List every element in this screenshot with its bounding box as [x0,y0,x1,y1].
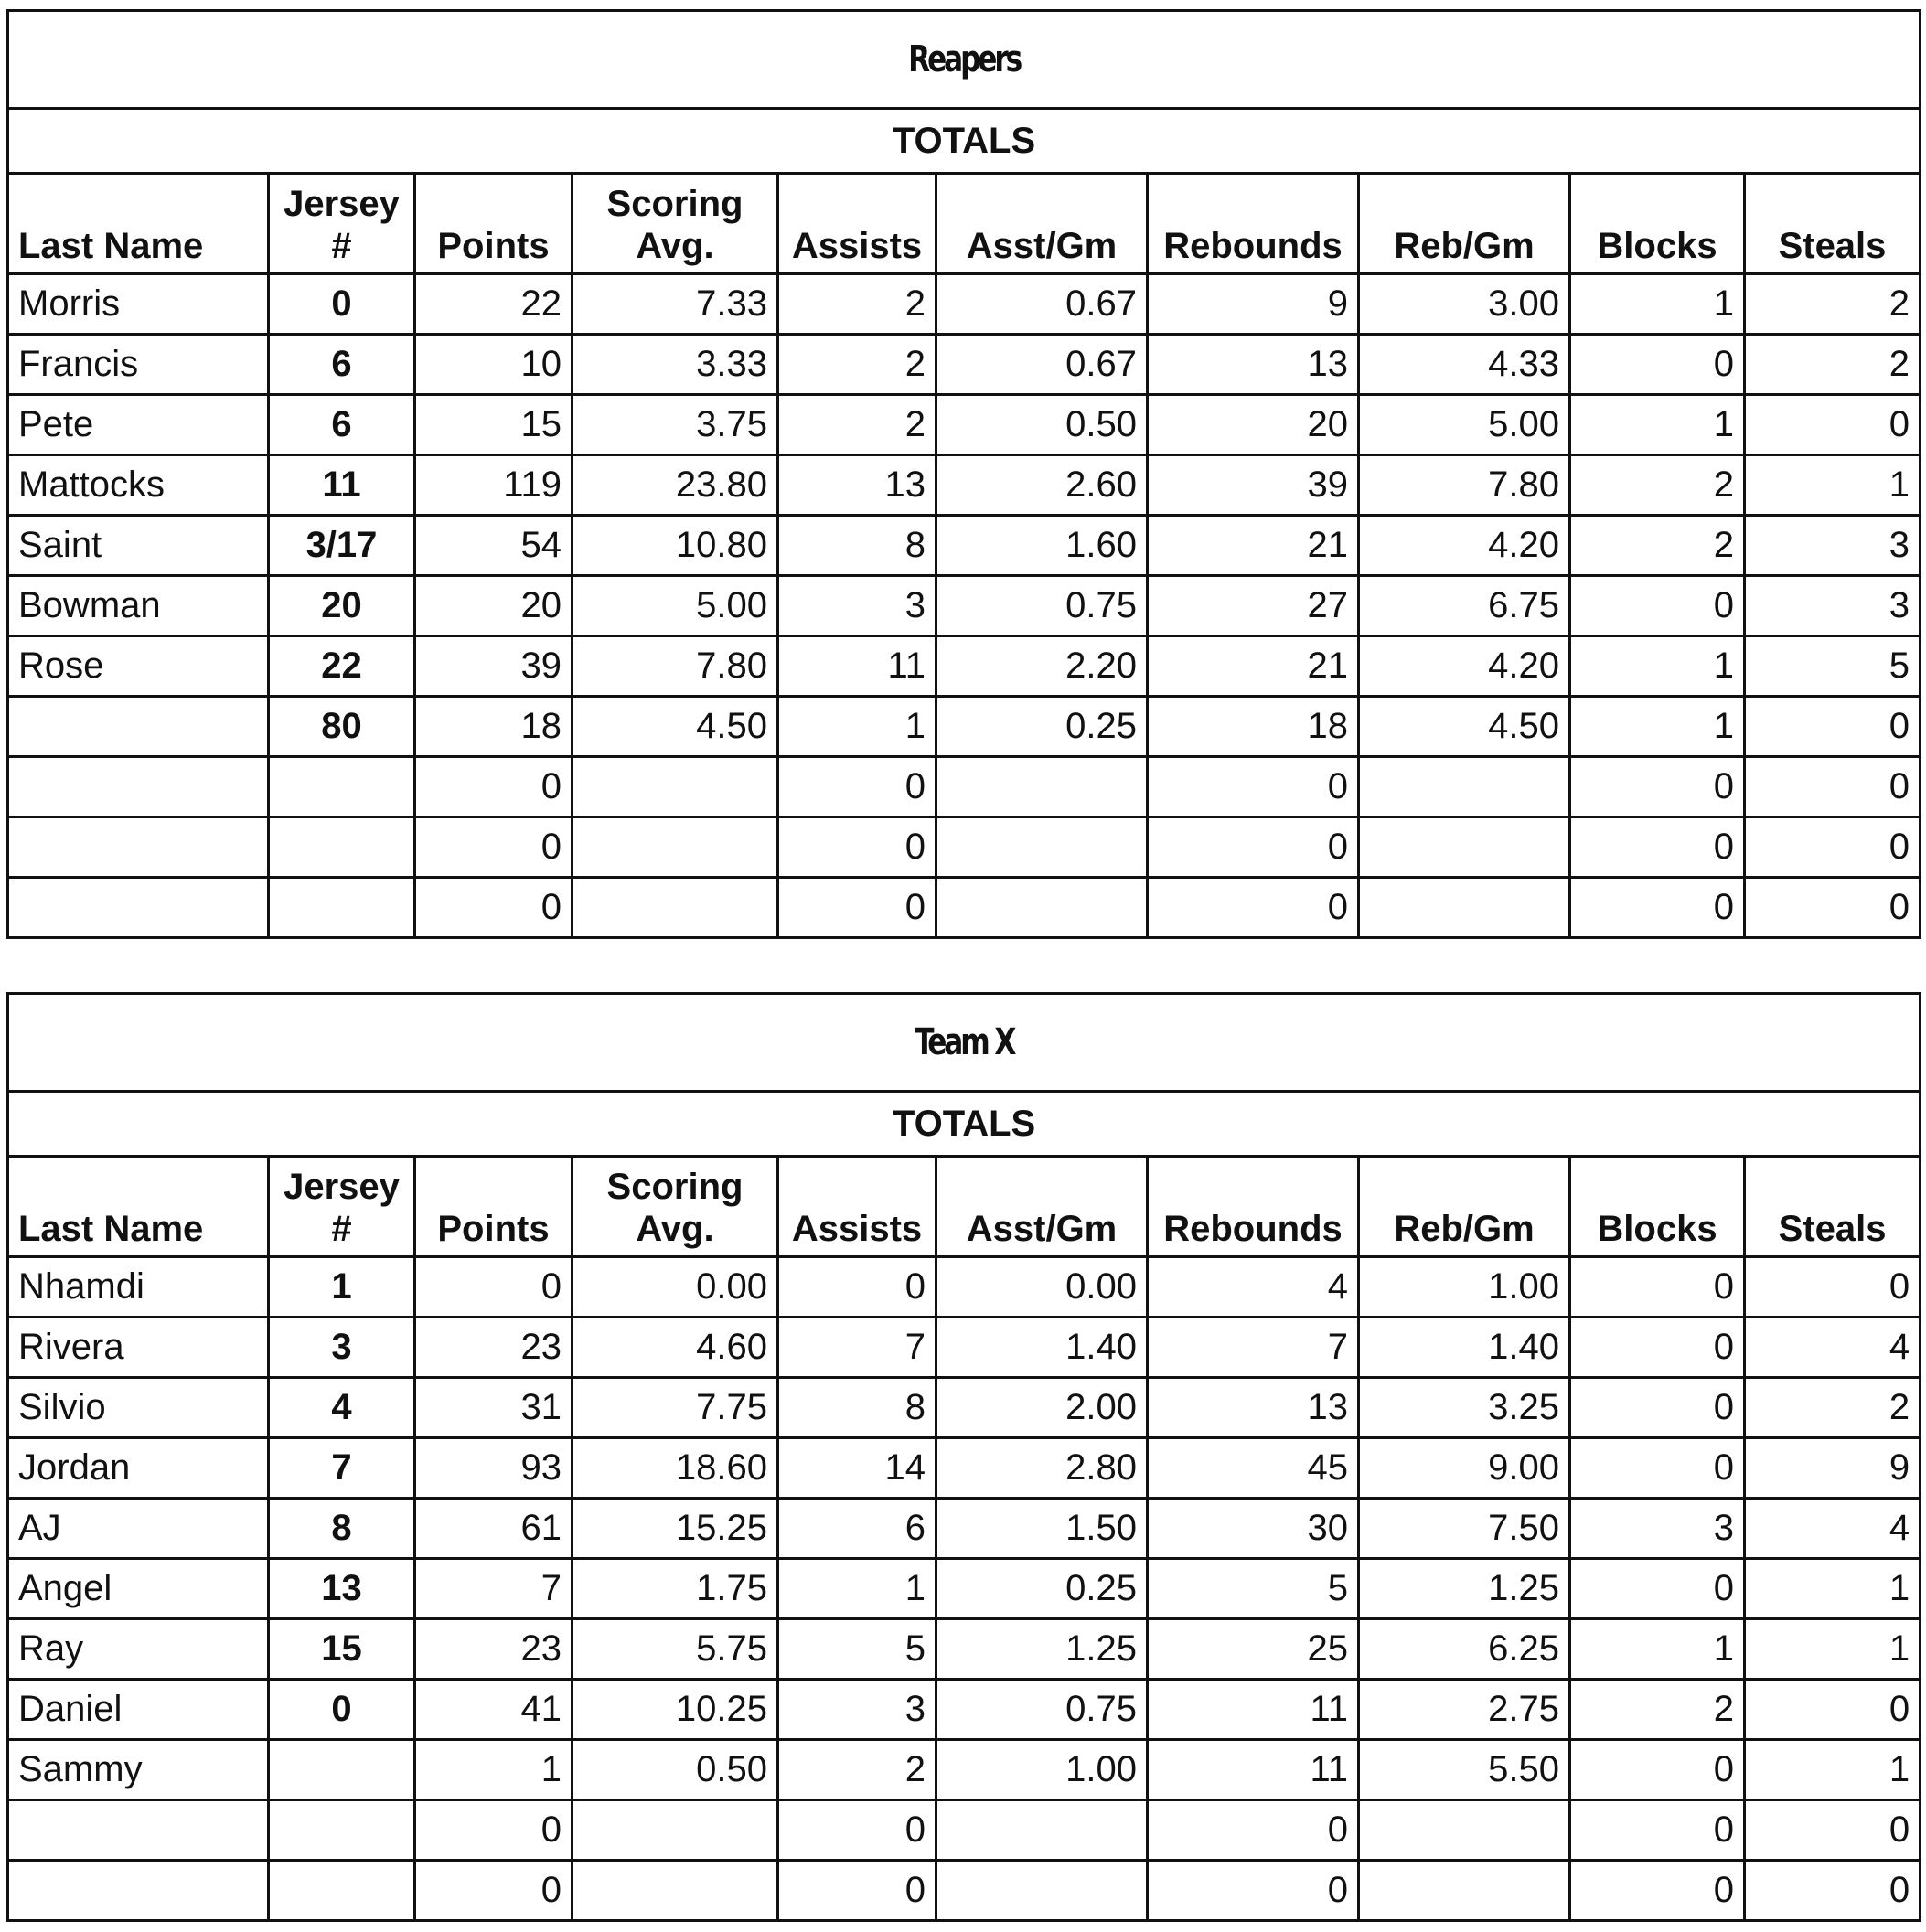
cell-steals: 4 [1745,1318,1921,1378]
cell-reb-gm: 5.50 [1359,1740,1570,1800]
cell-jersey: 3/17 [269,516,415,576]
cell-points: 7 [415,1559,572,1619]
table-row [8,516,1921,576]
cell-blocks: 0 [1570,1740,1745,1800]
totals-label: TOTALS [8,1092,1921,1157]
cell-jersey: 3 [269,1318,415,1378]
cell-steals: 1 [1745,455,1921,516]
cell-steals: 2 [1745,1378,1921,1438]
cell-jersey: 8 [269,1499,415,1559]
cell-points: 41 [415,1680,572,1740]
cell-scoring-avg: 0.00 [572,1257,778,1318]
cell-jersey: 1 [269,1257,415,1318]
cell-reb-gm: 4.20 [1359,516,1570,576]
cell-jersey: 6 [269,335,415,395]
cell-steals: 2 [1745,335,1921,395]
cell-jersey: 7 [269,1438,415,1499]
cell-blocks: 2 [1570,516,1745,576]
cell-scoring-avg: 4.60 [572,1318,778,1378]
cell-steals: 5 [1745,636,1921,697]
cell-scoring-avg [572,1800,778,1861]
cell-steals: 3 [1745,516,1921,576]
column-header-row [8,174,1921,274]
cell-reb-gm [1359,817,1570,878]
cell-last-name: Jordan [8,1438,269,1499]
cell-reb-gm: 7.80 [1359,455,1570,516]
cell-last-name [8,697,269,757]
table-row [8,1438,1921,1499]
cell-asst-gm: 0.67 [936,274,1148,335]
cell-jersey [269,757,415,817]
table-row [8,1378,1921,1438]
cell-steals: 0 [1745,878,1921,938]
cell-steals: 1 [1745,1740,1921,1800]
column-header-line: # [331,226,352,266]
cell-asst-gm: 2.80 [936,1438,1148,1499]
cell-reb-gm [1359,878,1570,938]
cell-blocks: 1 [1570,636,1745,697]
cell-blocks: 0 [1570,576,1745,636]
cell-jersey: 20 [269,576,415,636]
column-header-assists: Assists [778,1157,936,1257]
cell-reb-gm: 2.75 [1359,1680,1570,1740]
cell-rebounds: 7 [1148,1318,1359,1378]
table-row [8,335,1921,395]
cell-blocks: 0 [1570,1559,1745,1619]
cell-reb-gm: 1.25 [1359,1559,1570,1619]
cell-reb-gm [1359,1800,1570,1861]
cell-rebounds: 21 [1148,636,1359,697]
cell-blocks: 0 [1570,1378,1745,1438]
table-row [8,878,1921,938]
cell-asst-gm: 1.60 [936,516,1148,576]
cell-blocks: 1 [1570,1619,1745,1680]
cell-blocks: 0 [1570,1438,1745,1499]
cell-points: 0 [415,1861,572,1921]
table-row [8,1257,1921,1318]
cell-rebounds: 45 [1148,1438,1359,1499]
cell-points: 31 [415,1378,572,1438]
column-header-points: Points [415,174,572,274]
table-row [8,697,1921,757]
cell-scoring-avg: 0.50 [572,1740,778,1800]
cell-last-name [8,1800,269,1861]
team-title [8,994,1921,1092]
column-header-rebounds: Rebounds [1148,1157,1359,1257]
cell-blocks: 1 [1570,274,1745,335]
cell-points: 20 [415,576,572,636]
cell-scoring-avg [572,817,778,878]
cell-scoring-avg: 10.25 [572,1680,778,1740]
cell-assists: 3 [778,576,936,636]
cell-scoring-avg: 5.00 [572,576,778,636]
cell-jersey [269,817,415,878]
cell-scoring-avg: 15.25 [572,1499,778,1559]
column-header-line: Avg. [636,1209,714,1249]
table-row [8,274,1921,335]
cell-steals: 1 [1745,1559,1921,1619]
cell-scoring-avg: 10.80 [572,516,778,576]
cell-rebounds: 0 [1148,1861,1359,1921]
cell-points: 23 [415,1619,572,1680]
cell-reb-gm: 1.40 [1359,1318,1570,1378]
column-header-reb-gm: Reb/Gm [1359,174,1570,274]
table-row [8,1740,1921,1800]
cell-points: 18 [415,697,572,757]
cell-assists: 1 [778,697,936,757]
cell-steals: 0 [1745,1861,1921,1921]
cell-rebounds: 18 [1148,697,1359,757]
cell-last-name: Mattocks [8,455,269,516]
cell-scoring-avg: 5.75 [572,1619,778,1680]
column-header-scoring-avg [572,174,778,274]
cell-last-name: Silvio [8,1378,269,1438]
cell-scoring-avg: 3.75 [572,395,778,455]
cell-rebounds: 27 [1148,576,1359,636]
cell-assists: 14 [778,1438,936,1499]
team-title-row [8,11,1921,109]
cell-blocks: 0 [1570,335,1745,395]
cell-points: 54 [415,516,572,576]
cell-rebounds: 11 [1148,1740,1359,1800]
cell-asst-gm: 2.60 [936,455,1148,516]
table-row [8,1499,1921,1559]
cell-rebounds: 0 [1148,757,1359,817]
cell-last-name [8,878,269,938]
cell-last-name: Saint [8,516,269,576]
cell-assists: 11 [778,636,936,697]
cell-last-name: Bowman [8,576,269,636]
column-header-jersey [269,174,415,274]
cell-assists: 8 [778,516,936,576]
cell-last-name: Rivera [8,1318,269,1378]
cell-rebounds: 21 [1148,516,1359,576]
cell-asst-gm: 0.75 [936,1680,1148,1740]
cell-assists: 13 [778,455,936,516]
cell-asst-gm [936,878,1148,938]
table-row [8,1318,1921,1378]
cell-reb-gm: 6.75 [1359,576,1570,636]
cell-last-name: Sammy [8,1740,269,1800]
cell-asst-gm: 0.25 [936,1559,1148,1619]
cell-blocks: 2 [1570,1680,1745,1740]
cell-reb-gm: 3.00 [1359,274,1570,335]
cell-rebounds: 0 [1148,1800,1359,1861]
cell-asst-gm [936,757,1148,817]
cell-jersey [269,1861,415,1921]
column-header-reb-gm: Reb/Gm [1359,1157,1570,1257]
cell-points: 10 [415,335,572,395]
cell-last-name [8,817,269,878]
cell-points: 22 [415,274,572,335]
table-row [8,395,1921,455]
cell-asst-gm: 1.25 [936,1619,1148,1680]
cell-scoring-avg [572,1861,778,1921]
cell-blocks: 0 [1570,1257,1745,1318]
cell-rebounds: 30 [1148,1499,1359,1559]
cell-points: 1 [415,1740,572,1800]
cell-asst-gm: 1.40 [936,1318,1148,1378]
cell-rebounds: 0 [1148,817,1359,878]
cell-rebounds: 13 [1148,1378,1359,1438]
table-row [8,576,1921,636]
cell-scoring-avg: 7.80 [572,636,778,697]
cell-blocks: 1 [1570,395,1745,455]
cell-assists: 5 [778,1619,936,1680]
cell-blocks: 1 [1570,697,1745,757]
cell-asst-gm [936,817,1148,878]
cell-reb-gm: 5.00 [1359,395,1570,455]
cell-scoring-avg: 7.33 [572,274,778,335]
table-row [8,1800,1921,1861]
table-row [8,455,1921,516]
totals-label: TOTALS [8,109,1921,174]
column-header-line: Scoring [606,1167,744,1207]
cell-rebounds: 9 [1148,274,1359,335]
cell-assists: 2 [778,274,936,335]
cell-assists: 0 [778,878,936,938]
cell-points: 93 [415,1438,572,1499]
cell-rebounds: 0 [1148,878,1359,938]
cell-rebounds: 25 [1148,1619,1359,1680]
column-header-steals: Steals [1745,1157,1921,1257]
cell-points: 0 [415,1800,572,1861]
cell-assists: 2 [778,395,936,455]
table-row [8,1861,1921,1921]
cell-points: 0 [415,878,572,938]
cell-last-name [8,757,269,817]
cell-rebounds: 5 [1148,1559,1359,1619]
cell-jersey [269,1800,415,1861]
cell-assists: 1 [778,1559,936,1619]
column-header-blocks: Blocks [1570,1157,1745,1257]
table-row [8,1559,1921,1619]
table-row [8,757,1921,817]
cell-scoring-avg [572,757,778,817]
column-header-scoring-avg [572,1157,778,1257]
cell-asst-gm: 0.67 [936,335,1148,395]
cell-steals: 0 [1745,697,1921,757]
cell-jersey: 4 [269,1378,415,1438]
cell-asst-gm: 0.00 [936,1257,1148,1318]
cell-jersey [269,1740,415,1800]
column-header-asst-gm: Asst/Gm [936,1157,1148,1257]
team-name: Reapers [908,38,1020,80]
cell-points: 0 [415,757,572,817]
cell-rebounds: 11 [1148,1680,1359,1740]
cell-blocks: 2 [1570,455,1745,516]
cell-jersey: 11 [269,455,415,516]
cell-steals: 9 [1745,1438,1921,1499]
cell-blocks: 0 [1570,1861,1745,1921]
cell-last-name: Pete [8,395,269,455]
column-header-row [8,1157,1921,1257]
cell-points: 0 [415,817,572,878]
cell-steals: 1 [1745,1619,1921,1680]
column-header-line: Avg. [636,226,714,266]
cell-points: 119 [415,455,572,516]
table-row [8,1680,1921,1740]
cell-assists: 0 [778,1861,936,1921]
cell-points: 61 [415,1499,572,1559]
cell-jersey: 6 [269,395,415,455]
cell-last-name: Morris [8,274,269,335]
cell-last-name: Angel [8,1559,269,1619]
totals-row [8,1092,1921,1157]
cell-points: 15 [415,395,572,455]
cell-asst-gm: 0.75 [936,576,1148,636]
cell-last-name: Ray [8,1619,269,1680]
cell-reb-gm: 3.25 [1359,1378,1570,1438]
cell-assists: 0 [778,757,936,817]
cell-scoring-avg: 1.75 [572,1559,778,1619]
cell-scoring-avg: 23.80 [572,455,778,516]
cell-last-name: Rose [8,636,269,697]
column-header-points: Points [415,1157,572,1257]
totals-row [8,109,1921,174]
team-name: Team X [915,1021,1014,1063]
column-header-steals: Steals [1745,174,1921,274]
column-header-line: # [331,1209,352,1249]
cell-rebounds: 4 [1148,1257,1359,1318]
column-header-last-name: Last Name [8,1157,269,1257]
cell-steals: 0 [1745,1257,1921,1318]
cell-reb-gm: 7.50 [1359,1499,1570,1559]
cell-asst-gm: 1.00 [936,1740,1148,1800]
cell-blocks: 0 [1570,757,1745,817]
cell-scoring-avg: 4.50 [572,697,778,757]
cell-scoring-avg: 18.60 [572,1438,778,1499]
cell-rebounds: 39 [1148,455,1359,516]
cell-last-name: Nhamdi [8,1257,269,1318]
cell-reb-gm: 4.20 [1359,636,1570,697]
table-row [8,817,1921,878]
cell-steals: 0 [1745,1680,1921,1740]
cell-jersey: 80 [269,697,415,757]
cell-asst-gm: 0.25 [936,697,1148,757]
cell-steals: 0 [1745,757,1921,817]
cell-assists: 0 [778,817,936,878]
cell-steals: 0 [1745,395,1921,455]
table-row [8,1619,1921,1680]
cell-jersey [269,878,415,938]
cell-steals: 0 [1745,817,1921,878]
cell-rebounds: 20 [1148,395,1359,455]
cell-assists: 8 [778,1378,936,1438]
cell-reb-gm [1359,1861,1570,1921]
column-header-last-name: Last Name [8,174,269,274]
column-header-jersey [269,1157,415,1257]
column-header-asst-gm: Asst/Gm [936,174,1148,274]
cell-points: 23 [415,1318,572,1378]
team-stats-table-team-x [6,992,1921,1922]
cell-assists: 3 [778,1680,936,1740]
cell-last-name: AJ [8,1499,269,1559]
cell-reb-gm: 6.25 [1359,1619,1570,1680]
column-header-blocks: Blocks [1570,174,1745,274]
cell-jersey: 13 [269,1559,415,1619]
cell-assists: 7 [778,1318,936,1378]
cell-jersey: 22 [269,636,415,697]
cell-asst-gm: 1.50 [936,1499,1148,1559]
cell-reb-gm: 9.00 [1359,1438,1570,1499]
cell-jersey: 0 [269,1680,415,1740]
cell-reb-gm: 1.00 [1359,1257,1570,1318]
column-header-assists: Assists [778,174,936,274]
cell-asst-gm: 2.20 [936,636,1148,697]
cell-scoring-avg: 3.33 [572,335,778,395]
cell-steals: 2 [1745,274,1921,335]
cell-asst-gm: 2.00 [936,1378,1148,1438]
cell-last-name: Francis [8,335,269,395]
team-title [8,11,1921,109]
cell-assists: 6 [778,1499,936,1559]
column-header-line: Jersey [284,1167,400,1207]
cell-reb-gm [1359,757,1570,817]
cell-blocks: 0 [1570,817,1745,878]
cell-steals: 4 [1745,1499,1921,1559]
cell-points: 39 [415,636,572,697]
cell-steals: 0 [1745,1800,1921,1861]
cell-asst-gm: 0.50 [936,395,1148,455]
cell-asst-gm [936,1800,1148,1861]
cell-assists: 2 [778,1740,936,1800]
cell-blocks: 0 [1570,1800,1745,1861]
cell-last-name: Daniel [8,1680,269,1740]
cell-reb-gm: 4.33 [1359,335,1570,395]
cell-points: 0 [415,1257,572,1318]
cell-blocks: 0 [1570,1318,1745,1378]
cell-jersey: 15 [269,1619,415,1680]
cell-assists: 0 [778,1800,936,1861]
cell-steals: 3 [1745,576,1921,636]
cell-reb-gm: 4.50 [1359,697,1570,757]
table-row [8,636,1921,697]
column-header-line: Scoring [606,184,744,224]
team-stats-table-reapers [6,9,1921,939]
cell-scoring-avg: 7.75 [572,1378,778,1438]
column-header-rebounds: Rebounds [1148,174,1359,274]
cell-blocks: 0 [1570,878,1745,938]
cell-scoring-avg [572,878,778,938]
cell-rebounds: 13 [1148,335,1359,395]
cell-assists: 0 [778,1257,936,1318]
team-title-row [8,994,1921,1092]
column-header-line: Jersey [284,184,400,224]
cell-asst-gm [936,1861,1148,1921]
cell-blocks: 3 [1570,1499,1745,1559]
cell-assists: 2 [778,335,936,395]
cell-jersey: 0 [269,274,415,335]
cell-last-name [8,1861,269,1921]
